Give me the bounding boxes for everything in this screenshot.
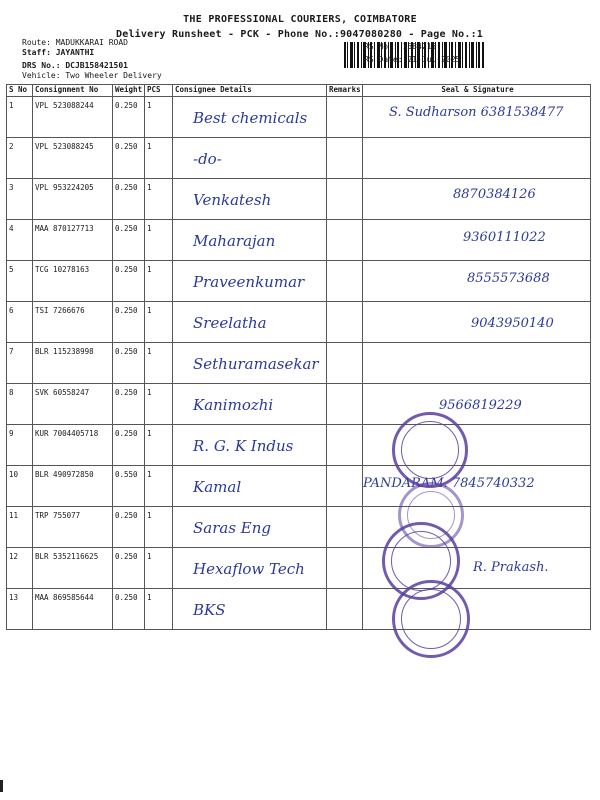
row-consignment-no <box>33 97 113 138</box>
row-pcs <box>145 548 173 589</box>
row-consignment-no-text: TSI 7266676 <box>35 306 85 315</box>
row-pcs-text: 1 <box>147 470 152 479</box>
rs-number: RS No.: 1584215 <box>364 42 437 51</box>
table-row <box>7 548 591 589</box>
row-weight-text: 0.250 <box>115 552 138 561</box>
row-consignment-no <box>33 589 113 630</box>
row-sno <box>7 261 33 302</box>
row-weight-text: 0.250 <box>115 183 138 192</box>
row-sno-text: 6 <box>9 306 14 315</box>
row-sno <box>7 425 33 466</box>
row-consignee-text: Sethuramasekar <box>193 355 319 373</box>
row-pcs-text: 1 <box>147 347 152 356</box>
row-weight <box>113 261 145 302</box>
row-weight <box>113 179 145 220</box>
row-weight-text: 0.250 <box>115 306 138 315</box>
scan-edge-mark <box>0 780 3 792</box>
row-consignee <box>173 261 327 302</box>
row-sno-text: 12 <box>9 552 19 561</box>
row-consignee-text: BKS <box>193 601 226 619</box>
row-consignee-text: Kamal <box>193 478 242 496</box>
row-sno <box>7 179 33 220</box>
row-consignee-text: Maharajan <box>193 232 276 250</box>
row-consignment-no <box>33 138 113 179</box>
row-consignee <box>173 220 327 261</box>
row-remarks <box>327 97 363 138</box>
row-consignment-no-text: BLR 115238998 <box>35 347 94 356</box>
row-consignment-no <box>33 548 113 589</box>
company-seal-stamp <box>392 580 470 658</box>
table-row <box>7 261 591 302</box>
col-header-remarks: Remarks <box>327 85 363 97</box>
row-consignee <box>173 97 327 138</box>
runsheet-table <box>6 84 591 630</box>
row-consignee <box>173 425 327 466</box>
row-sno-text: 5 <box>9 265 14 274</box>
row-remarks <box>327 548 363 589</box>
row-consignee <box>173 589 327 630</box>
row-consignee <box>173 507 327 548</box>
row-signature <box>363 384 591 425</box>
row-consignment-no <box>33 179 113 220</box>
row-pcs <box>145 179 173 220</box>
row-pcs <box>145 589 173 630</box>
row-remarks <box>327 589 363 630</box>
row-weight-text: 0.550 <box>115 470 138 479</box>
row-pcs-text: 1 <box>147 183 152 192</box>
row-weight-text: 0.250 <box>115 142 138 151</box>
row-weight <box>113 425 145 466</box>
row-sno-text: 10 <box>9 470 19 479</box>
row-consignment-no <box>33 261 113 302</box>
row-weight <box>113 343 145 384</box>
row-sno-text: 3 <box>9 183 14 192</box>
row-signature <box>363 138 591 179</box>
row-sno <box>7 343 33 384</box>
row-consignment-no-text: KUR 7004405718 <box>35 429 99 438</box>
table-row <box>7 220 591 261</box>
row-pcs-text: 1 <box>147 593 152 602</box>
table-row <box>7 179 591 220</box>
row-remarks <box>327 261 363 302</box>
row-consignment-no <box>33 384 113 425</box>
row-sno-text: 2 <box>9 142 14 151</box>
row-consignment-no-text: TCG 10278163 <box>35 265 90 274</box>
row-consignee <box>173 138 327 179</box>
row-sno <box>7 548 33 589</box>
row-consignment-no-text: VPL 523088245 <box>35 142 94 151</box>
signature-text: 8870384126 <box>453 187 536 202</box>
row-pcs <box>145 302 173 343</box>
signature-text: 9566819229 <box>439 398 522 413</box>
row-weight <box>113 589 145 630</box>
signature-text: 9360111022 <box>463 230 546 245</box>
row-remarks <box>327 179 363 220</box>
row-weight <box>113 384 145 425</box>
row-pcs <box>145 138 173 179</box>
row-pcs <box>145 97 173 138</box>
row-pcs <box>145 261 173 302</box>
table-row <box>7 343 591 384</box>
row-sno <box>7 466 33 507</box>
row-remarks <box>327 507 363 548</box>
row-consignee-text: Best chemicals <box>193 109 308 127</box>
signature-text: PANDARAM. 7845740332 <box>363 476 535 491</box>
col-header-weight: Weight <box>113 85 145 97</box>
col-header-sno: S No <box>7 85 33 97</box>
col-header-pcs: PCS <box>145 85 173 97</box>
row-sno-text: 4 <box>9 224 14 233</box>
row-remarks <box>327 384 363 425</box>
row-consignee-text: Kanimozhi <box>193 396 274 414</box>
row-pcs-text: 1 <box>147 142 152 151</box>
signature-text: 9043950140 <box>471 316 554 331</box>
vehicle-label: Vehicle: Two Wheeler Delivery <box>22 71 162 80</box>
row-pcs-text: 1 <box>147 224 152 233</box>
row-weight-text: 0.250 <box>115 429 138 438</box>
row-remarks <box>327 220 363 261</box>
company-seal-stamp <box>392 412 468 488</box>
row-pcs <box>145 425 173 466</box>
table-row <box>7 507 591 548</box>
row-sno <box>7 220 33 261</box>
row-weight <box>113 466 145 507</box>
row-consignee-text: Praveenkumar <box>193 273 305 291</box>
document-title: THE PROFESSIONAL COURIERS, COIMBATORE <box>183 14 417 25</box>
row-pcs-text: 1 <box>147 306 152 315</box>
row-weight <box>113 97 145 138</box>
row-consignment-no-text: BLR 490972850 <box>35 470 94 479</box>
row-pcs-text: 1 <box>147 265 152 274</box>
row-sno-text: 13 <box>9 593 19 602</box>
row-consignment-no-text: VPL 953224205 <box>35 183 94 192</box>
drs-label: DRS No.: DCJB158421501 <box>22 61 128 70</box>
row-sno-text: 9 <box>9 429 14 438</box>
row-consignment-no-text: BLR 5352116625 <box>35 552 99 561</box>
row-weight-text: 0.250 <box>115 101 138 110</box>
row-consignment-no-text: VPL 523088244 <box>35 101 94 110</box>
row-signature <box>363 97 591 138</box>
row-consignment-no-text: SVK 60558247 <box>35 388 90 397</box>
row-sno <box>7 384 33 425</box>
row-weight-text: 0.250 <box>115 347 138 356</box>
row-signature <box>363 302 591 343</box>
table-row <box>7 97 591 138</box>
row-sno <box>7 589 33 630</box>
col-header-consignee: Consignee Details <box>173 85 327 97</box>
row-pcs <box>145 384 173 425</box>
row-sno-text: 11 <box>9 511 19 520</box>
row-consignee <box>173 384 327 425</box>
signature-text: 8555573688 <box>467 271 550 286</box>
route-label: Route: MADUKKARAI ROAD <box>22 38 128 47</box>
row-consignee-text: Saras Eng <box>193 519 272 537</box>
row-weight-text: 0.250 <box>115 388 138 397</box>
row-consignee <box>173 302 327 343</box>
row-pcs-text: 1 <box>147 429 152 438</box>
row-sno <box>7 507 33 548</box>
row-signature <box>363 220 591 261</box>
row-weight <box>113 302 145 343</box>
row-consignment-no <box>33 302 113 343</box>
row-sno-text: 8 <box>9 388 14 397</box>
runsheet-subtitle: Delivery Runsheet - PCK - Phone No.:9047080280 - Page No.:1 <box>116 29 484 40</box>
row-consignment-no-text: MAA 869585644 <box>35 593 94 602</box>
row-consignee <box>173 548 327 589</box>
row-consignee-text: -do- <box>193 150 222 168</box>
signature-text: S. Sudharson 6381538477 <box>389 105 564 120</box>
row-consignment-no <box>33 507 113 548</box>
row-pcs-text: 1 <box>147 552 152 561</box>
row-signature <box>363 466 591 507</box>
row-weight <box>113 507 145 548</box>
row-weight-text: 0.250 <box>115 593 138 602</box>
row-consignee-text: Sreelatha <box>193 314 267 332</box>
row-signature <box>363 179 591 220</box>
row-consignee <box>173 179 327 220</box>
row-consignment-no-text: MAA 870127713 <box>35 224 94 233</box>
row-consignment-no <box>33 220 113 261</box>
row-pcs-text: 1 <box>147 388 152 397</box>
table-row <box>7 138 591 179</box>
row-consignee <box>173 343 327 384</box>
row-weight <box>113 138 145 179</box>
row-sno-text: 1 <box>9 101 14 110</box>
row-signature <box>363 343 591 384</box>
row-sno <box>7 138 33 179</box>
row-sno-text: 7 <box>9 347 14 356</box>
table-row <box>7 384 591 425</box>
row-consignee-text: Hexaflow Tech <box>193 560 305 578</box>
row-pcs <box>145 466 173 507</box>
row-sno <box>7 97 33 138</box>
row-remarks <box>327 138 363 179</box>
row-weight-text: 0.250 <box>115 224 138 233</box>
row-consignee-text: Venkatesh <box>193 191 272 209</box>
row-signature <box>363 261 591 302</box>
row-pcs <box>145 507 173 548</box>
row-consignment-no <box>33 425 113 466</box>
row-consignment-no <box>33 343 113 384</box>
row-remarks <box>327 425 363 466</box>
row-pcs-text: 1 <box>147 511 152 520</box>
signature-text: R. Prakash. <box>473 560 549 575</box>
row-remarks <box>327 466 363 507</box>
row-remarks <box>327 302 363 343</box>
row-remarks <box>327 343 363 384</box>
table-row <box>7 302 591 343</box>
row-pcs <box>145 220 173 261</box>
table-row <box>7 466 591 507</box>
rs-date: RS Date: 21-Jul-2025 <box>364 55 461 64</box>
row-pcs-text: 1 <box>147 101 152 110</box>
staff-label: Staff: JAYANTHI <box>22 48 95 57</box>
row-weight-text: 0.250 <box>115 511 138 520</box>
table-row <box>7 425 591 466</box>
row-consignee <box>173 466 327 507</box>
row-pcs <box>145 343 173 384</box>
row-weight <box>113 548 145 589</box>
row-consignment-no-text: TRP 755077 <box>35 511 81 520</box>
row-consignee-text: R. G. K Indus <box>193 437 294 455</box>
col-header-consignment: Consignment No <box>33 85 113 97</box>
col-header-signature: Seal & Signature <box>363 85 591 97</box>
row-sno <box>7 302 33 343</box>
row-weight <box>113 220 145 261</box>
row-consignment-no <box>33 466 113 507</box>
row-weight-text: 0.250 <box>115 265 138 274</box>
table-row <box>7 589 591 630</box>
table-header-row <box>7 85 591 97</box>
